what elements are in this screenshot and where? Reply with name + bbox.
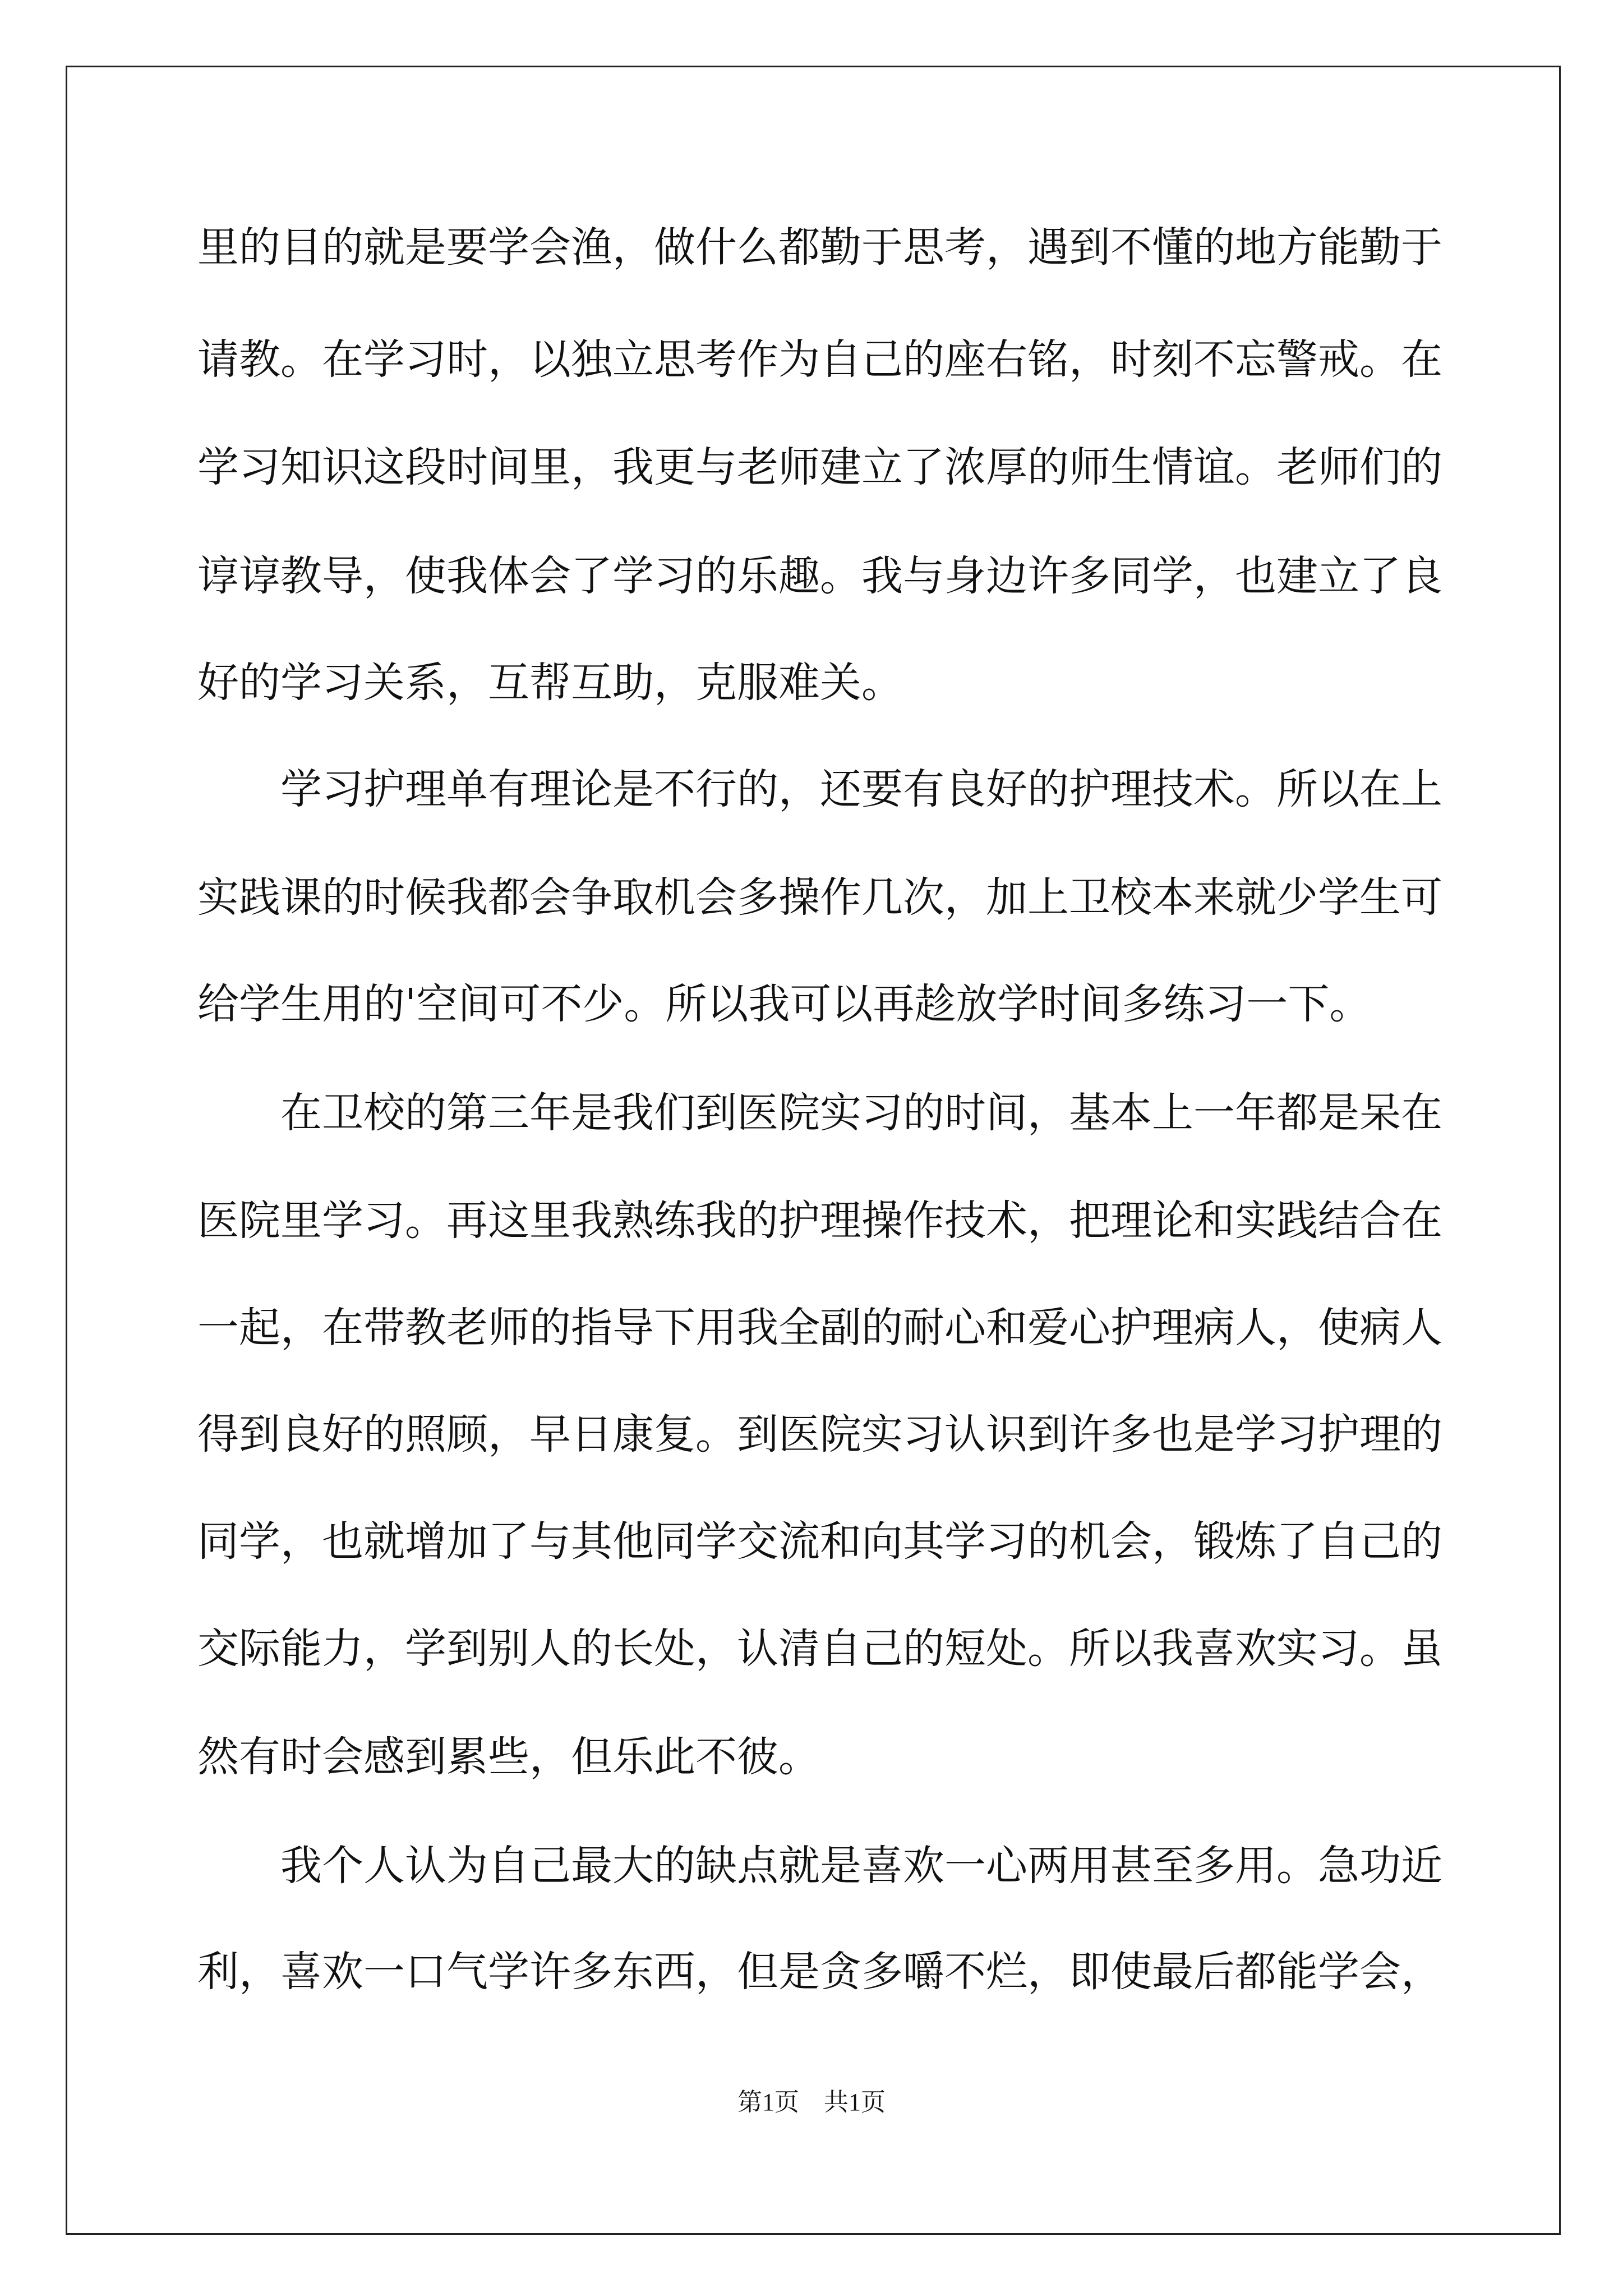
body-line-15: 然有时会感到累些，但乐此不彼。 <box>197 1733 820 1781</box>
body-line-17: 利，喜欢一口气学许多东西，但是贪多嚼不烂，即使最后都能学会， <box>197 1948 1442 1996</box>
page-footer: 第1页 共1页 <box>737 2088 886 2116</box>
body-line-7: 实践课的时候我都会争取机会多操作几次，加上卫校本来就少学生可 <box>197 873 1442 922</box>
body-line-2: 请教。在学习时，以独立思考作为自己的座右铭，时刻不忘警戒。在 <box>197 335 1442 384</box>
body-line-14: 交际能力，学到别人的长处，认清自己的短处。所以我喜欢实习。虽 <box>197 1625 1442 1673</box>
body-line-11: 一起，在带教老师的指导下用我全副的耐心和爱心护理病人，使病人 <box>197 1304 1442 1352</box>
body-line-8: 给学生用的'空间可不少。所以我可以再趁放学时间多练习一下。 <box>197 980 1371 1028</box>
body-line-16: 我个人认为自己最大的缺点就是喜欢一心两用甚至多用。急功近 <box>197 1842 1442 1890</box>
body-line-3: 学习知识这段时间里，我更与老师建立了浓厚的师生情谊。老师们的 <box>197 443 1442 491</box>
body-line-4: 谆谆教导，使我体会了学习的乐趣。我与身边许多同学，也建立了良 <box>197 552 1442 600</box>
body-line-12: 得到良好的照顾，早日康复。到医院实习认识到许多也是学习护理的 <box>197 1410 1442 1458</box>
body-line-5: 好的学习关系，互帮互助，克服难关。 <box>197 659 903 707</box>
body-line-9: 在卫校的第三年是我们到医院实习的时间，基本上一年都是呆在 <box>197 1089 1442 1137</box>
body-line-6: 学习护理单有理论是不行的，还要有良好的护理技术。所以在上 <box>197 765 1442 813</box>
body-line-13: 同学，也就增加了与其他同学交流和向其学习的机会，锻炼了自己的 <box>197 1517 1442 1566</box>
page-border <box>66 66 1561 2235</box>
body-line-1: 里的目的就是要学会渔，做什么都勤于思考，遇到不懂的地方能勤于 <box>197 223 1442 272</box>
body-line-10: 医院里学习。再这里我熟练我的护理操作技术，把理论和实践结合在 <box>197 1197 1442 1245</box>
